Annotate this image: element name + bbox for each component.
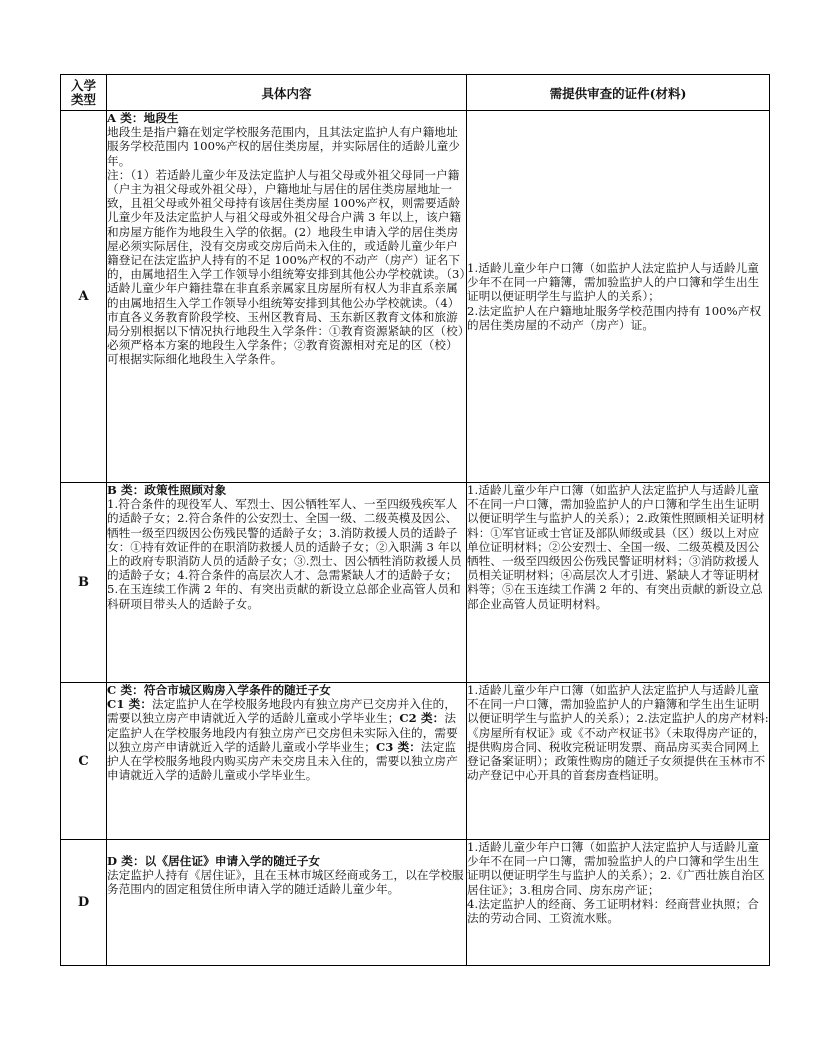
c3-label: C3 类： (375, 739, 421, 754)
row-text-a: 地段生是指户籍在划定学校服务范围内，且其法定监护人有户籍地址服务学校范围内 100%产权的居住类房屋，并实际居住的适龄儿童少年。 注：（1）若适龄儿童少年及法定监护人与祖父母或外祖父母同一户籍（户主为祖父母或外祖父母），户籍地址与居住的居住类房屋地址一致，且祖父母或外祖父母持有该居住类房屋 100%产权，则需要适龄儿童少年及法定监护人与祖父母或外祖父母合户满 3 年以上，该户籍和房屋方能作为地段生入学的依据。(2）地段生申请入学的居住类房屋必须实际居住，没有交房或交房后尚未入住的，或适龄儿童少年户籍登记在法定监护人持有的不足 100%产权的不动产（房产）证名下的，由属地招生入学工作领导小组统筹安排到其他公办学校就读。（3）适龄儿童少年户籍挂靠在非直系亲属家且房屋所有权人为非直系亲属的由属地招生入学工作领导小组统筹安排到其他公办学校就读。（4）市直各义务教育阶段学校、玉州区教育局、玉东新区教育文体和旅游局分别根据以下情况执行地段生入学条件：①教育资源紧缺的区（校）必须严格本方案的地段生入学条件；②教育资源相对充足的区（校）可根据实际细化地段生入学条件。 (107, 125, 466, 367)
row-materials-b: 1.适龄儿童少年户口簿（如监护人法定监护人与适龄儿童不在同一户口簿，需加验监护人的户口簿和学生出生证明以便证明学生与监护人的关系）；2.政策性照顾相关证明材料：①军官证或士官证及部队师级或县（区）级以上对应单位证明材料；②公安烈士、全国一级、二级英模及因公牺牲、一级至四级因公伤残民警证明材料；③消防救援人员相关证明材料；④高层次人才引进、紧缺人才等证明材料等；⑤在玉连续工作满 2 年的、有突出贡献的新设立总部企业高管人员证明材料。 (467, 483, 770, 683)
row-content-c (107, 683, 467, 840)
header-content: 具体内容 (107, 75, 467, 111)
row-title-c: C 类：符合市城区购房入学条件的随迁子女 (107, 683, 331, 697)
row-text-b: 1.符合条件的现役军人、军烈士、因公牺牲军人、一至四级残疾军人的适龄子女；2.符合条件的公安烈士、全国一级、二级英模及因公、牺牲一级至四级因公伤残民警的适龄子女；3.消防救援人员的适龄子女：①持有效证件的在职消防救援人员的适龄子女；②入职满 3 年以上的政府专职消防人员的适龄子女；③.烈士、因公牺牲消防救援人员的适龄子女；4.符合条件的高层次人才、急需紧缺人才的适龄子女；5.在玉连续工作满 2 年的、有突出贡献的新设立总部企业高管人员和科研项目带头人的适龄子女。 (107, 497, 462, 611)
row-materials-c: 1.适龄儿童少年户口簿（如监护人法定监护人与适龄儿童不在同一户口簿，需加验监护人的户籍簿和学生出生证明以便证明学生与监护人的关系）；2.法定监护人的房产材料:《房屋所有权证》或《不动产权证书》（未取得房产证的，提供购房合同、税收完税证明发票、商品房买卖合同网上登记备案证明）；政策性购房的随迁子女须提供在玉林市不动产登记中心开具的首套房查档证明。 (467, 683, 770, 840)
row-content-b (107, 483, 467, 683)
c2-text: 法定监护人在学校服务地段内有独立房产已交房但未实际入住的，需要以独立房产申请就近入学的适龄儿童或小学毕业生； (107, 711, 458, 754)
row-title-d: D 类：以《居住证》申请入学的随迁子女 (107, 854, 321, 868)
c1-text: 法定监护人在学校服务地段内有独立房产已交房并入住的，需要以独立房产申请就近入学的适龄儿童或小学毕业生； (107, 697, 457, 726)
table-row-a (61, 111, 770, 483)
row-type-a: A (61, 111, 107, 483)
row-title-a: A 类：地段生 (107, 111, 179, 125)
table-row-d (61, 840, 770, 966)
header-materials: 需提供审查的证件(材料) (467, 75, 770, 111)
c3-text: 法定监护人在学校服务地段内购买房产未交房且未入住的，需要以独立房产申请就近入学的适龄儿童或小学毕业生。 (107, 739, 458, 783)
row-content-d (107, 840, 467, 966)
row-type-d: D (61, 840, 107, 966)
row-type-b: B (61, 483, 107, 683)
c1-label: C1 类： (107, 697, 153, 712)
table-row-b (61, 483, 770, 683)
row-materials-a: 1.适龄儿童少年户口簿（如监护人法定监护人与适龄儿童少年不在同一户籍簿，需加验监护人的户口簿和学生出生证明以便证明学生与监护人的关系）； 2.法定监护人在户籍地址服务学校范围内持有 100%产权的居住类房屋的不动产（房产）证。 (467, 111, 770, 483)
row-content-a (107, 111, 467, 483)
row-title-b: B 类：政策性照顾对象 (107, 483, 227, 497)
header-enroll-type: 入学 类型 (61, 75, 107, 111)
table-row-c (61, 683, 770, 840)
table-header-row (61, 75, 770, 111)
row-text-d: 法定监护人持有《居住证》，且在玉林市城区经商或务工，以在学校服务范围内的固定租赁住所申请入学的随迁适龄儿童少年。 (107, 868, 464, 897)
row-materials-d: 1.适龄儿童少年户口簿（如监护人法定监护人与适龄儿童少年不在同一户口簿，需加验监护人的户口簿和学生出生证明以便证明学生与监护人的关系）；2.《广西壮族自治区居住证》；3.租房合同、房东房产证； 4.法定监护人的经商、务工证明材料：经商营业执照；合法的劳动合同、工资流水账。 (467, 840, 770, 966)
admission-table (60, 74, 770, 966)
c2-label: C2 类： (399, 711, 445, 726)
row-type-c: C (61, 683, 107, 840)
